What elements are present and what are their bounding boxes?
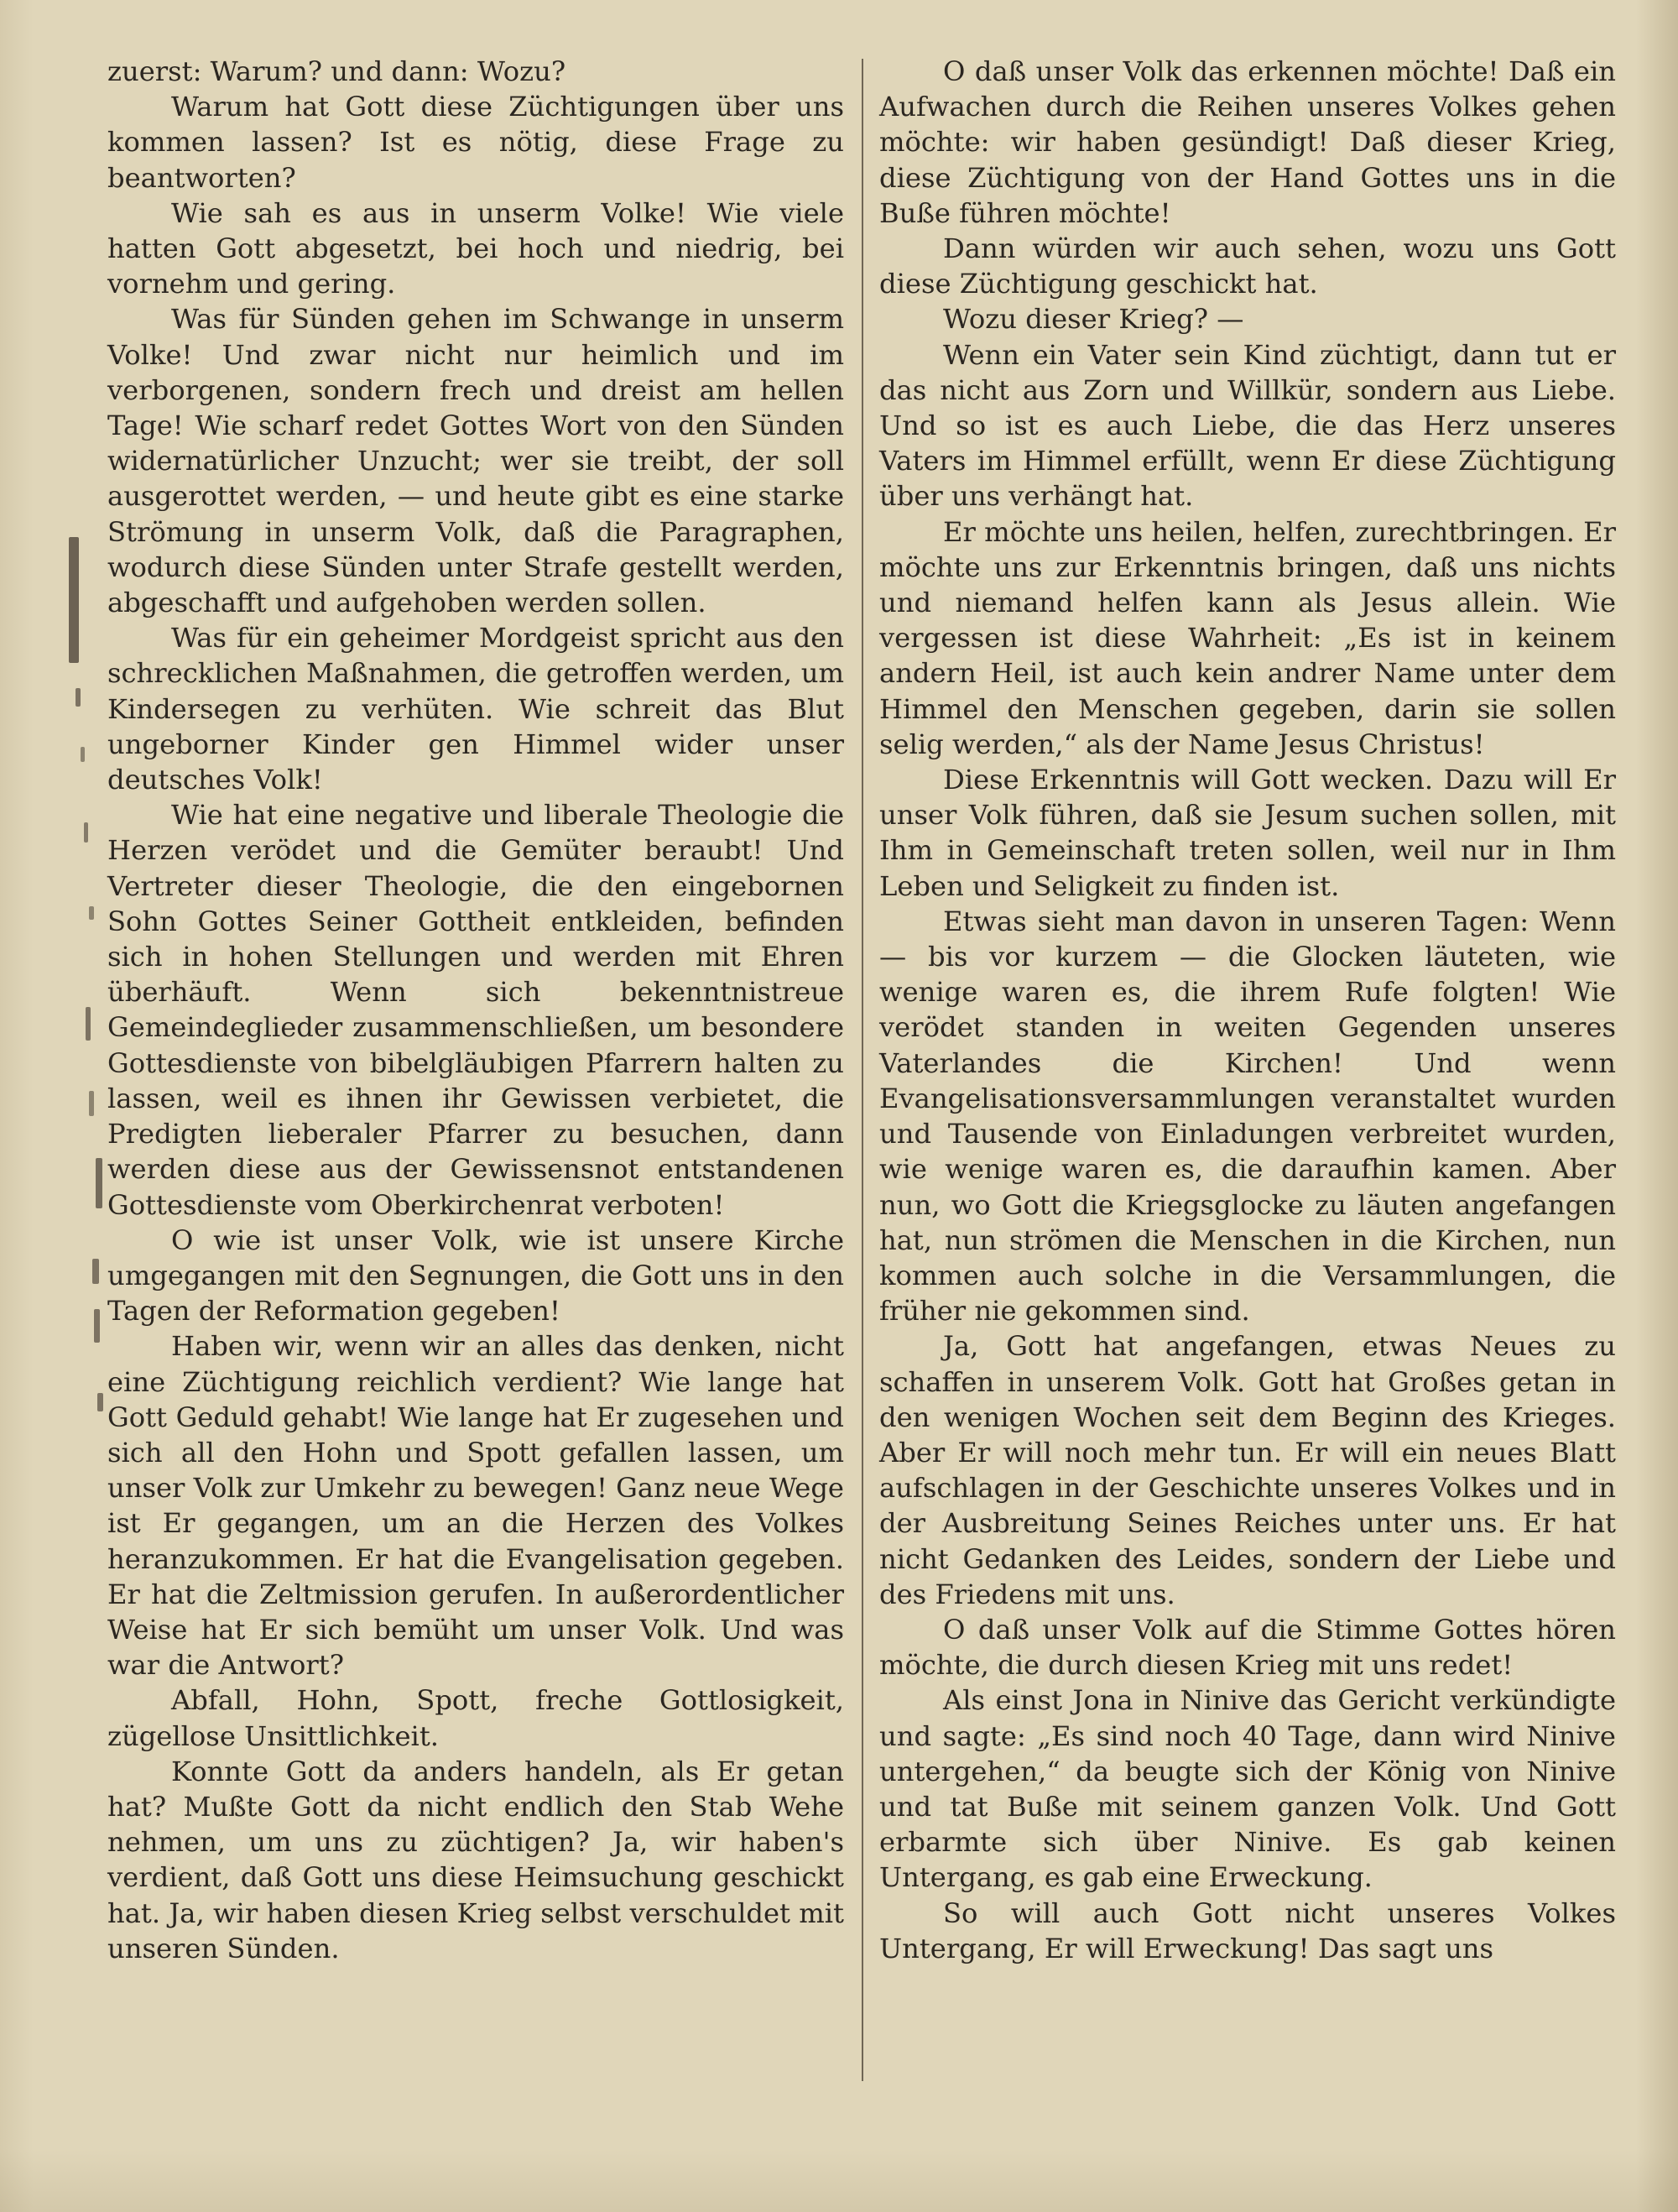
left-paragraph-1: zuerst: Warum? und dann: Wozu? — [107, 55, 566, 87]
right-paragraph-10: Als einst Jona in Ninive das Gericht verkündigte und sagte: „Es sind noch 40 Tage, dann wird Ninive untergehen,“ da beugte sich der König von Ninive und tat Buße mit seinem ganzen Volk. Und Gott erbarmte sich über Ninive. Es gab keinen Untergang, es gab eine Erweckung. — [879, 1684, 1616, 1894]
right-paragraph-3: Wozu dieser Krieg? — — [943, 303, 1244, 336]
left-paragraph-8: Haben wir, wenn wir an alles das denken, nicht eine Züchtigung reichlich verdient? Wie lange hat Gott Geduld gehabt! Wie lange hat Er zugesehen und sich all den Hohn und Spott gefallen lassen, um unser Volk zur Umkehr zu bewegen! Ganz neue Wege ist Er gegangen, um an die Herzen des Volkes heranzukommen. Er hat die Evangelisation gegeben. Er hat die Zeltmission gerufen. In außerordentlicher Weise hat Er sich bemüht um unser Volk. Und was war die Antwort? — [107, 1330, 844, 1682]
right-paragraph-1: O daß unser Volk das erkennen möchte! Daß ein Aufwachen durch die Reihen unseres Volkes gehen möchte: wir haben gesündigt! Daß dieser Krieg, diese Züchtigung von der Hand Gottes uns in die Buße führen möchte! — [879, 55, 1616, 229]
right-paragraph-5: Er möchte uns heilen, helfen, zurechtbringen. Er möchte uns zur Erkenntnis bringen, daß uns nichts und niemand helfen kann als Jesus allein. Wie vergessen ist diese Wahrheit: „Es ist in keinem andern Heil, ist auch kein andrer Name unter dem Himmel den Menschen gegeben, darin sie sollen selig werden,“ als der Name Jesus Christus! — [879, 515, 1616, 760]
right-paragraph-2: Dann würden wir auch sehen, wozu uns Gott diese Züchtigung geschickt hat. — [879, 232, 1616, 300]
left-paragraph-2: Warum hat Gott diese Züchtigungen über uns kommen lassen? Ist es nötig, diese Frage zu beantworten? — [107, 91, 844, 194]
right-paragraph-7: Etwas sieht man davon in unseren Tagen: Wenn — bis vor kurzem — die Glocken läuteten, wie wenige waren es, die ihrem Rufe folgten! Wie verödet standen in weiten Gegenden unseres Vaterlandes die Kirchen! Und wenn Evangelisationsversammlungen veranstaltet wurden und Tausende von Einladungen verbreitet wurden, wie wenige waren es, die daraufhin kamen. Aber nun, wo Gott die Kriegsglocke zu läuten angefangen hat, nun strömen die Menschen in die Kirchen, nun kommen auch solche in die Versammlungen, die früher nie gekommen sind. — [879, 905, 1616, 1328]
right-paragraph-4: Wenn ein Vater sein Kind züchtigt, dann tut er das nicht aus Zorn und Willkür, sondern aus Liebe. Und so ist es auch Liebe, die das Herz unseres Vaters im Himmel erfüllt, wenn Er diese Züchtigung über uns verhängt hat. — [879, 338, 1616, 513]
left-paragraph-7: O wie ist unser Volk, wie ist unsere Kirche umgegangen mit den Segnungen, die Gott uns in den Tagen der Reformation gegeben! — [107, 1223, 844, 1328]
binding-edge-marks — [64, 537, 104, 1443]
left-paragraph-4: Was für Sünden gehen im Schwange in unserm Volke! Und zwar nicht nur heimlich und im verborgenen, sondern frech und dreist am hellen Tage! Wie scharf redet Gottes Wort von den Sünden widernatürlicher Unzucht; wer sie treibt, der soll ausgerottet werden, — und heute gibt es eine starke Strömung in unserm Volk, daß die Paragraphen, wodurch diese Sünden unter Strafe gestellt werden, abgeschafft und aufgehoben werden sollen. — [107, 303, 844, 619]
right-paragraph-8: Ja, Gott hat angefangen, etwas Neues zu schaffen in unserem Volk. Gott hat Großes getan in den wenigen Wochen seit dem Beginn des Krieges. Aber Er will noch mehr tun. Er will ein neues Blatt aufschlagen in der Geschichte unseres Volkes und in der Ausbreitung Seines Reiches unter uns. Er hat nicht Gedanken des Leides, sondern der Liebe und des Friedens mit uns. — [879, 1330, 1616, 1610]
column-divider — [862, 59, 863, 2081]
left-paragraph-9: Abfall, Hohn, Spott, freche Gottlosigkeit, zügellose Unsittlichkeit. — [107, 1684, 844, 1752]
right-paragraph-9: O daß unser Volk auf die Stimme Gottes hören möchte, die durch diesen Krieg mit uns redet! — [879, 1613, 1616, 1682]
right-paragraph-11: So will auch Gott nicht unseres Volkes Untergang, Er will Erweckung! Das sagt uns — [879, 1896, 1616, 1964]
right-paragraph-6: Diese Erkenntnis will Gott wecken. Dazu will Er unser Volk führen, daß sie Jesum suchen sollen, mit Ihm in Gemeinschaft treten sollen, weil nur in Ihm Leben und Seligkeit zu finden ist. — [879, 764, 1616, 902]
left-column — [107, 54, 844, 1966]
left-paragraph-6: Wie hat eine negative und liberale Theologie die Herzen verödet und die Gemüter beraubt! Und Vertreter dieser Theologie, die den eingebornen Sohn Gottes Seiner Gottheit entkleiden, befinden sich in hohen Stellungen und werden mit Ehren überhäuft. Wenn sich bekenntnistreue Gemeindeglieder zusammenschließen, um besondere Gottesdienste von bibelgläubigen Pfarrern halten zu lassen, weil es ihnen ihr Gewissen verbietet, die Predigten lieberaler Pfarrer zu besuchen, dann werden diese aus der Gewissensnot entstandenen Gottesdienste vom Oberkirchenrat verboten! — [107, 799, 844, 1221]
left-paragraph-5: Was für ein geheimer Mordgeist spricht aus den schrecklichen Maßnahmen, die getroffen werden, um Kindersegen zu verhüten. Wie schreit das Blut ungeborner Kinder gen Himmel wider unser deutsches Volk! — [107, 622, 844, 796]
right-column — [879, 54, 1616, 1966]
left-paragraph-3: Wie sah es aus in unserm Volke! Wie viele hatten Gott abgesetzt, bei hoch und niedrig, bei vornehm und gering. — [107, 196, 844, 300]
left-paragraph-10: Konnte Gott da anders handeln, als Er getan hat? Mußte Gott da nicht endlich den Stab Wehe nehmen, um uns zu züchtigen? Ja, wir haben's verdient, daß Gott uns diese Heimsuchung geschickt hat. Ja, wir haben diesen Krieg selbst verschuldet mit unseren Sünden. — [107, 1755, 844, 1964]
